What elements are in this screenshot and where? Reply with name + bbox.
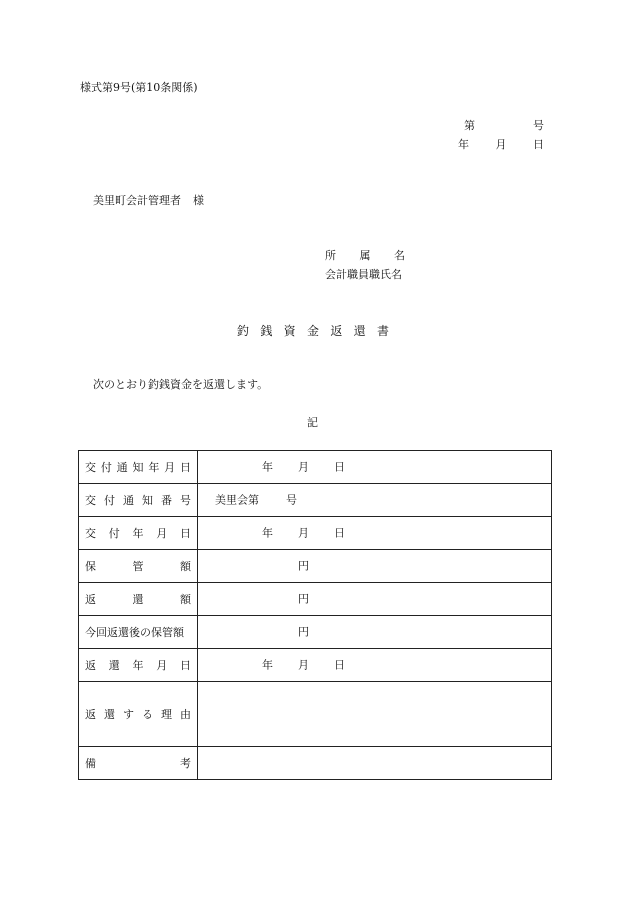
document-number-line — [464, 120, 544, 131]
label-char: 付 — [104, 493, 115, 507]
label-char: 通 — [116, 460, 128, 474]
label-char: 月 — [156, 658, 168, 672]
label-char: 年 — [148, 460, 160, 474]
return-amount-field[interactable] — [198, 583, 552, 616]
row-label-custody-amount — [79, 550, 198, 583]
label-char: 額 — [180, 559, 191, 573]
title-char: 資 — [283, 324, 296, 338]
affiliation-char: 名 — [394, 249, 405, 262]
label-char: 還 — [104, 707, 115, 721]
year-char: 年 — [262, 460, 273, 474]
document-title — [237, 325, 389, 337]
date-day: 日 — [533, 138, 544, 151]
table-row — [79, 550, 552, 583]
year-char: 年 — [262, 658, 273, 672]
label-char: 付 — [100, 460, 112, 474]
label-char: 知 — [142, 493, 153, 507]
affiliation-char: 属 — [359, 249, 371, 262]
label-char: 知 — [132, 460, 144, 474]
label-char: 還 — [108, 658, 120, 672]
day-char: 日 — [334, 658, 345, 672]
addressee-name: 美里町会計管理者 — [93, 194, 181, 207]
return-form-table — [78, 450, 552, 780]
label-char: 備 — [85, 756, 96, 770]
title-char: 金 — [306, 324, 319, 338]
title-char: 書 — [376, 324, 389, 338]
row-label-return-date — [79, 649, 198, 682]
remarks-field[interactable] — [198, 747, 552, 780]
affiliation-char: 所 — [325, 249, 336, 262]
custody-amount-field[interactable] — [198, 550, 552, 583]
label-char: 月 — [164, 460, 176, 474]
label-text: 今回返還後の保管額 — [85, 625, 184, 639]
label-char: 考 — [180, 756, 191, 770]
issue-date-field[interactable] — [198, 517, 552, 550]
day-char: 日 — [334, 460, 345, 474]
row-label-notice-date — [79, 451, 198, 484]
month-char: 月 — [298, 658, 309, 672]
table-row — [79, 451, 552, 484]
notice-number-suffix: 号 — [286, 493, 297, 507]
label-char: 号 — [180, 493, 191, 507]
number-prefix: 第 — [464, 119, 475, 132]
label-char: 理 — [161, 707, 172, 721]
year-char: 年 — [262, 526, 273, 540]
label-char: 管 — [132, 559, 144, 573]
addressee-honorific: 様 — [193, 194, 204, 207]
label-char: 交 — [85, 493, 96, 507]
notice-number-prefix: 美里会第 — [215, 493, 259, 507]
table-row — [79, 484, 552, 517]
label-char: 日 — [180, 526, 191, 540]
notice-number-field[interactable] — [198, 484, 552, 517]
table-row — [79, 747, 552, 780]
label-char: 交 — [85, 526, 96, 540]
table-row — [79, 682, 552, 747]
label-char: 交 — [85, 460, 96, 474]
return-reason-field[interactable] — [198, 682, 552, 747]
table-row — [79, 649, 552, 682]
table-row — [79, 517, 552, 550]
row-label-notice-number — [79, 484, 198, 517]
title-char: 返 — [330, 324, 343, 338]
return-date-field[interactable] — [198, 649, 552, 682]
title-char: 還 — [353, 324, 366, 338]
table-row — [79, 583, 552, 616]
day-char: 日 — [334, 526, 345, 540]
label-char: 番 — [161, 493, 172, 507]
label-char: 還 — [132, 592, 144, 606]
addressee — [93, 195, 204, 206]
label-char: 額 — [180, 592, 191, 606]
row-label-remarks — [79, 747, 198, 780]
month-char: 月 — [298, 460, 309, 474]
remaining-amount-field[interactable] — [198, 616, 552, 649]
staff-name-label: 会計職員職氏名 — [325, 268, 402, 281]
label-char: 日 — [179, 460, 191, 474]
notice-date-field[interactable] — [198, 451, 552, 484]
form-number: 様式第9号(第10条関係) — [80, 81, 198, 94]
label-char: す — [123, 707, 134, 721]
label-char: 付 — [108, 526, 120, 540]
label-char: 日 — [180, 658, 191, 672]
label-char: 返 — [85, 592, 96, 606]
label-char: 通 — [123, 493, 134, 507]
label-char: 年 — [132, 658, 144, 672]
label-char: 月 — [156, 526, 168, 540]
date-year: 年 — [458, 138, 469, 151]
label-char: 返 — [85, 658, 96, 672]
table-row — [79, 616, 552, 649]
row-label-return-reason — [79, 682, 198, 747]
yen-unit: 円 — [298, 559, 309, 573]
yen-unit: 円 — [298, 625, 309, 639]
number-suffix: 号 — [533, 119, 544, 132]
yen-unit: 円 — [298, 592, 309, 606]
intro-text: 次のとおり釣銭資金を返還します。 — [93, 378, 269, 391]
label-char: 返 — [85, 707, 96, 721]
month-char: 月 — [298, 526, 309, 540]
label-char: 年 — [132, 526, 144, 540]
date-month: 月 — [495, 138, 507, 151]
label-char: る — [142, 707, 153, 721]
row-label-remaining-amount — [79, 616, 198, 649]
row-label-issue-date — [79, 517, 198, 550]
title-char: 釣 — [237, 324, 250, 338]
title-char: 銭 — [260, 324, 273, 338]
row-label-return-amount — [79, 583, 198, 616]
affiliation-label — [325, 250, 405, 261]
label-char: 由 — [180, 707, 191, 721]
document-date-line — [458, 139, 544, 150]
ki-heading: 記 — [307, 416, 318, 429]
label-char: 保 — [85, 559, 96, 573]
